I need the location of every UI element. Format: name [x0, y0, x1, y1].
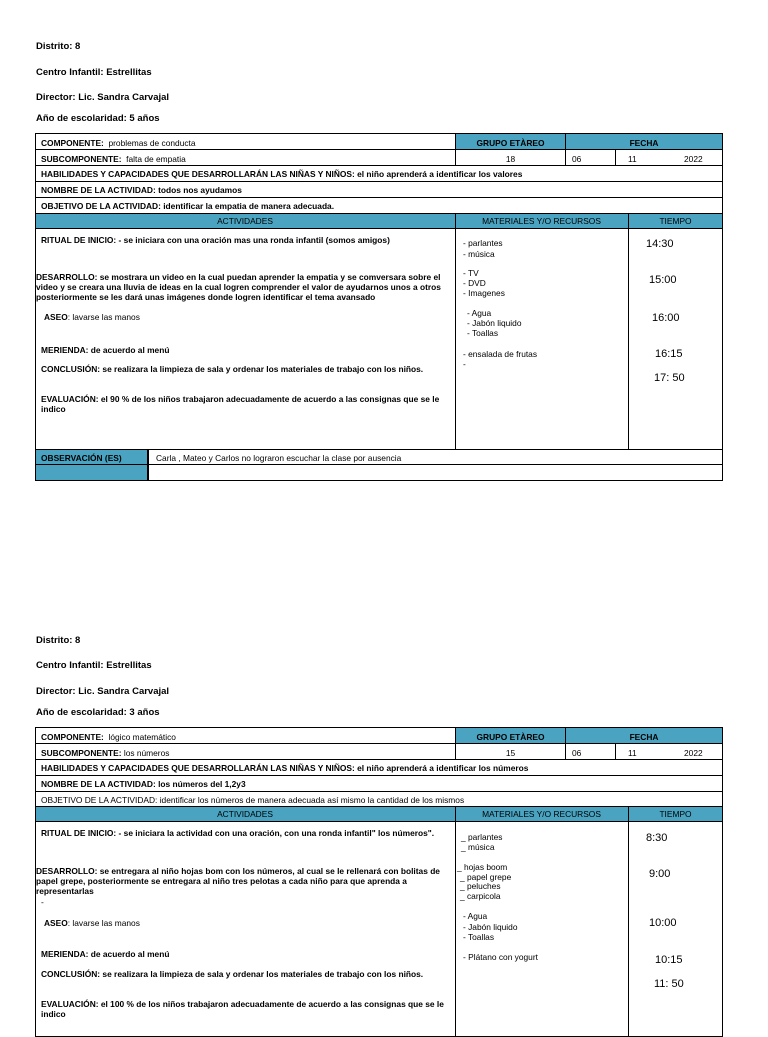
material-item: _ papel grepe	[460, 872, 512, 882]
material-item: - Imagenes	[463, 288, 505, 298]
fecha-header: FECHA	[629, 138, 659, 148]
center-label: Centro Infantil: Estrellitas	[36, 660, 152, 671]
time-item: 16:15	[655, 348, 683, 360]
material-item: - DVD	[463, 278, 486, 288]
grupo-value: 15	[505, 748, 516, 758]
material-item: _ carpicola	[460, 891, 501, 901]
actividades-header: ACTIVIDADES	[217, 216, 273, 226]
objetivo-cell: OBJETIVO DE LA ACTIVIDAD: identificar la empatia de manera adecuada.	[41, 201, 335, 211]
evaluacion-text: EVALUACIÓN: el 100 % de los niños trabajaron adecuadamente de acuerdo a las consignas que se le indico	[41, 999, 444, 1019]
material-item: - Toallas	[463, 932, 495, 942]
time-item: 15:00	[649, 274, 677, 286]
material-item: - ensalada de frutas	[463, 349, 538, 359]
fecha-header: FECHA	[629, 732, 659, 742]
time-item: 14:30	[646, 238, 674, 250]
fecha-month: 11	[628, 154, 637, 164]
fecha-year: 2022	[684, 154, 703, 164]
objetivo-cell: OBJETIVO DE LA ACTIVIDAD: identificar los números de manera adecuada así mismo la cantidad de los mismos	[41, 795, 465, 805]
fecha-year: 2022	[684, 748, 703, 758]
fecha-month: 11	[628, 748, 637, 758]
observation-text: Carla , Mateo y Carlos no lograron escuchar la clase por ausencia	[156, 453, 402, 463]
grupo-value: 18	[505, 154, 516, 164]
material-item: _ peluches	[460, 881, 501, 891]
fecha-day: 06	[572, 748, 582, 758]
director-label: Director: Lic. Sandra Carvajal	[36, 92, 170, 103]
grupo-header: GRUPO ETÀREO	[476, 732, 545, 742]
time-item: 9:00	[649, 868, 671, 880]
material-item: - Jabón liquido	[467, 318, 522, 328]
time-item: 10:00	[649, 917, 677, 929]
merienda-text: MERIENDA: de acuerdo al menú	[41, 345, 170, 355]
grupo-header: GRUPO ETÀREO	[476, 138, 545, 148]
bullet-dash: -	[41, 897, 44, 907]
time-item: 11: 50	[654, 978, 684, 990]
evaluacion-text: EVALUACIÓN: el 90 % de los niños trabajaron adecuadamente de acuerdo a las consignas que se le indico	[41, 394, 440, 414]
material-item: - Agua	[463, 911, 488, 921]
material-item: _ hojas boom	[457, 862, 508, 872]
ritual-text: RITUAL DE INICIO: - se iniciara la actividad con una oración, con una ronda infantil" los números".	[41, 828, 435, 838]
director-label: Director: Lic. Sandra Carvajal	[36, 686, 170, 697]
district-label: Distrito: 8	[36, 41, 81, 52]
observation-empty-cell	[35, 464, 148, 481]
time-item: 10:15	[655, 954, 683, 966]
aseo-text: ASEO: lavarse las manos	[44, 918, 140, 928]
desarrollo-text: DESARROLLO: se mostrara un video en la cual puedan aprender la empatia y se comversara sobre el video y se creara una lluvia de ideas en la cual logren comprender el valor de ayudarnos unos a otros posteriormente se les dará unas imágenes donde logren identificar el tema avansado	[36, 272, 441, 302]
tiempo-header: TIEMPO	[659, 216, 692, 226]
time-item: 16:00	[652, 312, 680, 324]
fecha-day: 06	[572, 154, 582, 164]
subcomponente-cell: SUBCOMPONENTE: falta de empatia	[41, 154, 186, 164]
material-item: _ parlantes	[461, 832, 503, 842]
material-item: -	[463, 359, 466, 369]
material-item: _ música	[461, 842, 495, 852]
material-item: - Toallas	[467, 328, 499, 338]
material-item: - parlantes	[463, 238, 503, 248]
habilidades-cell: HABILIDADES Y CAPACIDADES QUE DESARROLLARÁN LAS NIÑAS Y NIÑOS: el niño aprenderá a identificar los valores	[41, 169, 523, 179]
school-year-label: Año de escolaridad: 3 años	[36, 707, 160, 718]
desarrollo-text: DESARROLLO: se entregara al niño hojas bom con los números, al cual se le rellenará con bolitas de papel grepe, posteriormente se entregara al niño tres pelotas a cada niño para que aprenda a representarlas	[36, 866, 440, 896]
componente-cell: COMPONENTE: problemas de conducta	[41, 138, 196, 148]
materiales-header: MATERIALES Y/O RECURSOS	[482, 216, 601, 226]
observation-label: OBSERVACIÓN (ES)	[41, 453, 122, 463]
componente-cell: COMPONENTE: lógico matemático	[41, 732, 176, 742]
nombre-actividad-cell: NOMBRE DE LA ACTIVIDAD: todos nos ayudamos	[41, 185, 242, 195]
nombre-actividad-cell: NOMBRE DE LA ACTIVIDAD: los números del 1,2y3	[41, 779, 246, 789]
aseo-text: ASEO: lavarse las manos	[44, 312, 140, 322]
material-item: - Agua	[467, 308, 492, 318]
merienda-text: MERIENDA: de acuerdo al menú	[41, 949, 170, 959]
material-item: - TV	[463, 268, 479, 278]
habilidades-cell: HABILIDADES Y CAPACIDADES QUE DESARROLLARÁN LAS NIÑAS Y NIÑOS: el niño aprenderá a identificar los números	[41, 763, 529, 773]
material-item: - Jabón liquido	[463, 922, 518, 932]
material-item: - música	[463, 249, 495, 259]
center-label: Centro Infantil: Estrellitas	[36, 67, 152, 78]
subcomponente-cell: SUBCOMPONENTE: los números	[41, 748, 170, 758]
tiempo-header: TIEMPO	[659, 809, 692, 819]
actividades-header: ACTIVIDADES	[217, 809, 273, 819]
conclusion-text: CONCLUSIÓN: se realizara la limpieza de sala y ordenar los materiales de trabajo con los niños.	[41, 969, 424, 979]
ritual-text: RITUAL DE INICIO: - se iniciara con una oración mas una ronda infantil (somos amigos)	[41, 235, 390, 245]
material-item: - Plátano con yogurt	[463, 952, 538, 962]
conclusion-text: CONCLUSIÓN: se realizara la limpieza de sala y ordenar los materiales de trabajo con los niños.	[41, 364, 424, 374]
materiales-header: MATERIALES Y/O RECURSOS	[482, 809, 601, 819]
school-year-label: Año de escolaridad: 5 años	[36, 113, 160, 124]
district-label: Distrito: 8	[36, 635, 81, 646]
time-item: 17: 50	[654, 372, 685, 384]
time-item: 8:30	[646, 832, 668, 844]
